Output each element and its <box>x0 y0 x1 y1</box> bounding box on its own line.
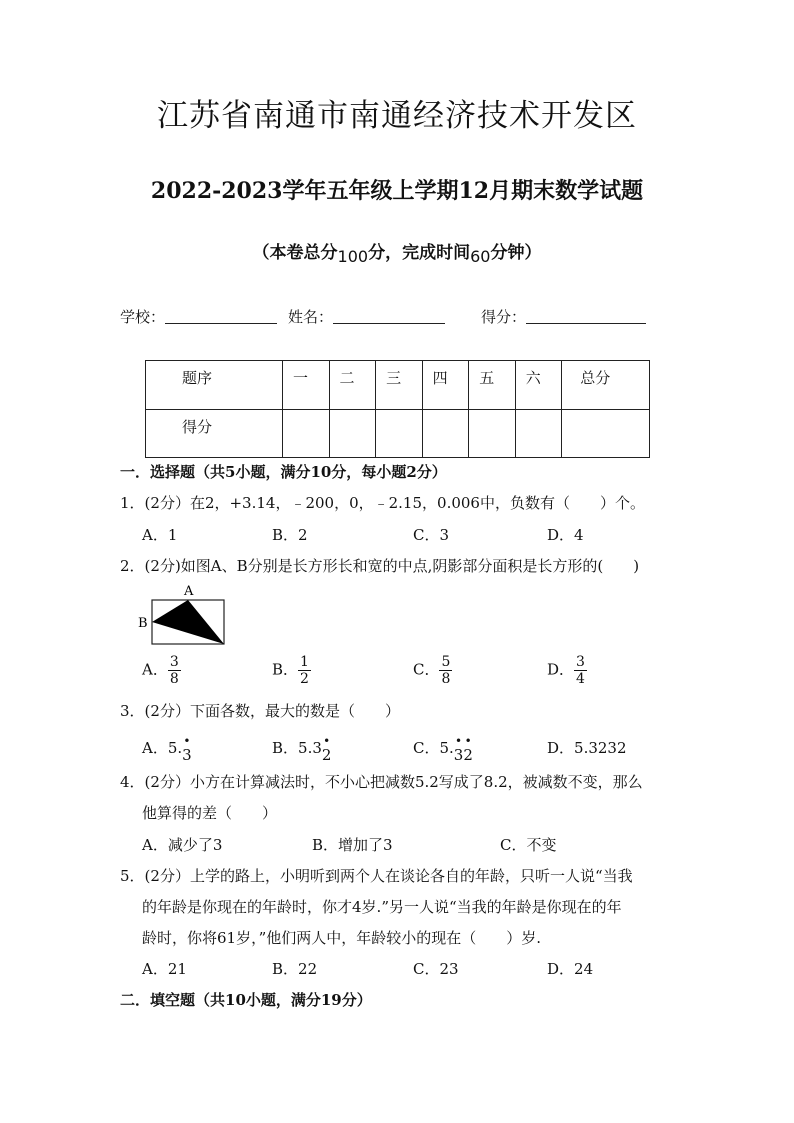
score-table-header-cell: 四 <box>422 361 469 410</box>
score-table <box>145 360 650 458</box>
q3-option-b-prefix: B．5.3 <box>272 739 322 757</box>
fraction-denominator: 8 <box>169 671 179 687</box>
figure-label-b: B <box>138 616 148 631</box>
score-table-header-cell: 一 <box>283 361 330 410</box>
score-table-header-cell: 二 <box>329 361 376 410</box>
fraction-numerator: 1 <box>300 654 309 670</box>
q2-option-d-prefix: D． <box>547 660 575 679</box>
score-cell[interactable] <box>329 409 376 458</box>
q2-option-c[interactable] <box>413 654 452 687</box>
repeat-dot-icon: • <box>464 734 472 748</box>
q2-option-a-fraction <box>168 654 181 687</box>
question-1-text: 1．(2分）在2，+3.14，﹣200，0，﹣2.15，0.006中，负数有（ ）个。 <box>120 494 645 512</box>
exam-note <box>0 238 794 266</box>
rectangle-figure <box>136 582 232 648</box>
document-title: 江苏省南通市南通经济技术开发区 <box>157 98 637 134</box>
section-heading-fill-blank: 二．填空题（共10小题，满分19分） <box>120 991 372 1009</box>
q5-option-a[interactable]: A．21 <box>142 960 187 978</box>
school-blank[interactable] <box>165 309 277 324</box>
fraction-denominator: 8 <box>441 671 451 687</box>
q3-option-d[interactable]: D．5.3232 <box>547 739 627 757</box>
repeating-digit-value: 3 <box>453 746 464 764</box>
exam-title: 2022-2023学年五年级上学期12月期末数学试题 <box>150 178 644 204</box>
q2-option-a[interactable] <box>142 654 181 687</box>
repeating-digit <box>453 734 464 764</box>
q2-option-d-fraction <box>574 654 587 687</box>
question-5-line-1: 5．(2分）上学的路上，小明听到两个人在谈论各自的年龄，只听一人说“当我 <box>120 867 633 885</box>
fraction-numerator: 3 <box>169 654 179 670</box>
q3-option-b[interactable] <box>272 734 332 764</box>
score-cell[interactable] <box>562 409 650 458</box>
score-blank[interactable] <box>526 309 646 324</box>
question-2-text: 2．(2分)如图A、B分别是长方形长和宽的中点,阴影部分面积是长方形的( ) <box>120 557 640 575</box>
score-cell[interactable] <box>422 409 469 458</box>
repeating-digit <box>321 734 332 764</box>
fraction-denominator: 4 <box>576 671 585 687</box>
score-field[interactable] <box>481 306 646 327</box>
exam-note-mid: 分，完成时间 <box>368 243 471 263</box>
question-4-line-2: 他算得的差（ ） <box>142 804 278 822</box>
q5-option-b[interactable]: B．22 <box>272 960 318 978</box>
q3-option-c[interactable] <box>413 734 473 764</box>
repeat-dot-icon: • <box>183 734 191 748</box>
score-cell[interactable] <box>515 409 562 458</box>
exam-note-close: 分钟） <box>490 243 542 263</box>
repeating-digit-value: 3 <box>182 746 192 764</box>
fraction-numerator: 5 <box>441 654 451 670</box>
exam-note-open: （本卷总分 <box>252 243 338 263</box>
score-table-header-cell: 六 <box>515 361 562 410</box>
repeating-digit <box>182 734 192 764</box>
q3-option-a-prefix: A．5. <box>142 739 183 757</box>
q2-option-c-fraction <box>439 654 452 687</box>
q1-option-a[interactable]: A．1 <box>142 526 178 544</box>
school-field[interactable] <box>120 306 277 327</box>
q3-option-a[interactable] <box>142 734 192 764</box>
question-4-line-1: 4．(2分）小方在计算减法时，不小心把减数5.2写成了8.2，被减数不变，那么 <box>120 773 643 791</box>
question-3-text: 3．(2分）下面各数，最大的数是（ ） <box>120 702 400 720</box>
repeating-digit <box>463 734 473 764</box>
name-field[interactable] <box>288 306 445 327</box>
question-5-line-2: 的年龄是你现在的年龄时，你才4岁.”另一人说“当我的年龄是你现在的年 <box>142 898 622 916</box>
q2-option-b-prefix: B． <box>272 660 299 679</box>
figure-label-a: A <box>184 584 194 599</box>
q5-option-c[interactable]: C．23 <box>413 960 459 978</box>
section-heading-choice: 一．选择题（共5小题，满分10分，每小题2分） <box>120 463 447 481</box>
score-table-header-cell: 三 <box>376 361 423 410</box>
q4-option-b[interactable]: B．增加了3 <box>312 836 393 854</box>
q1-option-c[interactable]: C．3 <box>413 526 450 544</box>
question-5-line-3: 龄时，你将61岁，”他们两人中，年龄较小的现在（ ）岁. <box>142 929 542 947</box>
q2-option-a-prefix: A． <box>142 660 168 679</box>
q3-option-c-prefix: C．5. <box>413 739 454 757</box>
q1-option-d[interactable]: D．4 <box>547 526 584 544</box>
time-value: 60 <box>470 247 491 266</box>
fraction-numerator: 3 <box>576 654 585 670</box>
repeat-dot-icon: • <box>323 734 331 748</box>
repeating-digit-value: 2 <box>321 746 332 764</box>
q2-option-b-fraction <box>298 654 311 687</box>
q5-option-d[interactable]: D．24 <box>547 960 594 978</box>
score-table-header-cell: 题序 <box>146 361 283 410</box>
school-label: 学校： <box>120 308 166 326</box>
score-row-label: 得分 <box>146 409 283 458</box>
name-label: 姓名： <box>288 308 334 326</box>
fraction-denominator: 2 <box>300 671 309 687</box>
score-cell[interactable] <box>283 409 330 458</box>
score-label: 得分： <box>481 308 527 326</box>
figure-shaded-triangle <box>152 600 224 644</box>
q2-option-c-prefix: C． <box>413 660 440 679</box>
score-table-header-cell: 五 <box>469 361 516 410</box>
total-score-value: 100 <box>337 247 369 266</box>
q1-option-b[interactable]: B．2 <box>272 526 308 544</box>
score-table-header-cell: 总分 <box>562 361 650 410</box>
repeat-dot-icon: • <box>455 734 463 748</box>
score-cell[interactable] <box>376 409 423 458</box>
q2-option-b[interactable] <box>272 654 311 687</box>
score-cell[interactable] <box>469 409 516 458</box>
q4-option-c[interactable]: C．不变 <box>500 836 557 854</box>
q4-option-a[interactable]: A．减少了3 <box>142 836 223 854</box>
repeating-digit-value: 2 <box>463 746 473 764</box>
q2-option-d[interactable] <box>547 654 587 687</box>
name-blank[interactable] <box>333 309 445 324</box>
score-table-score-row <box>146 409 650 458</box>
score-table-header-row <box>146 361 650 410</box>
